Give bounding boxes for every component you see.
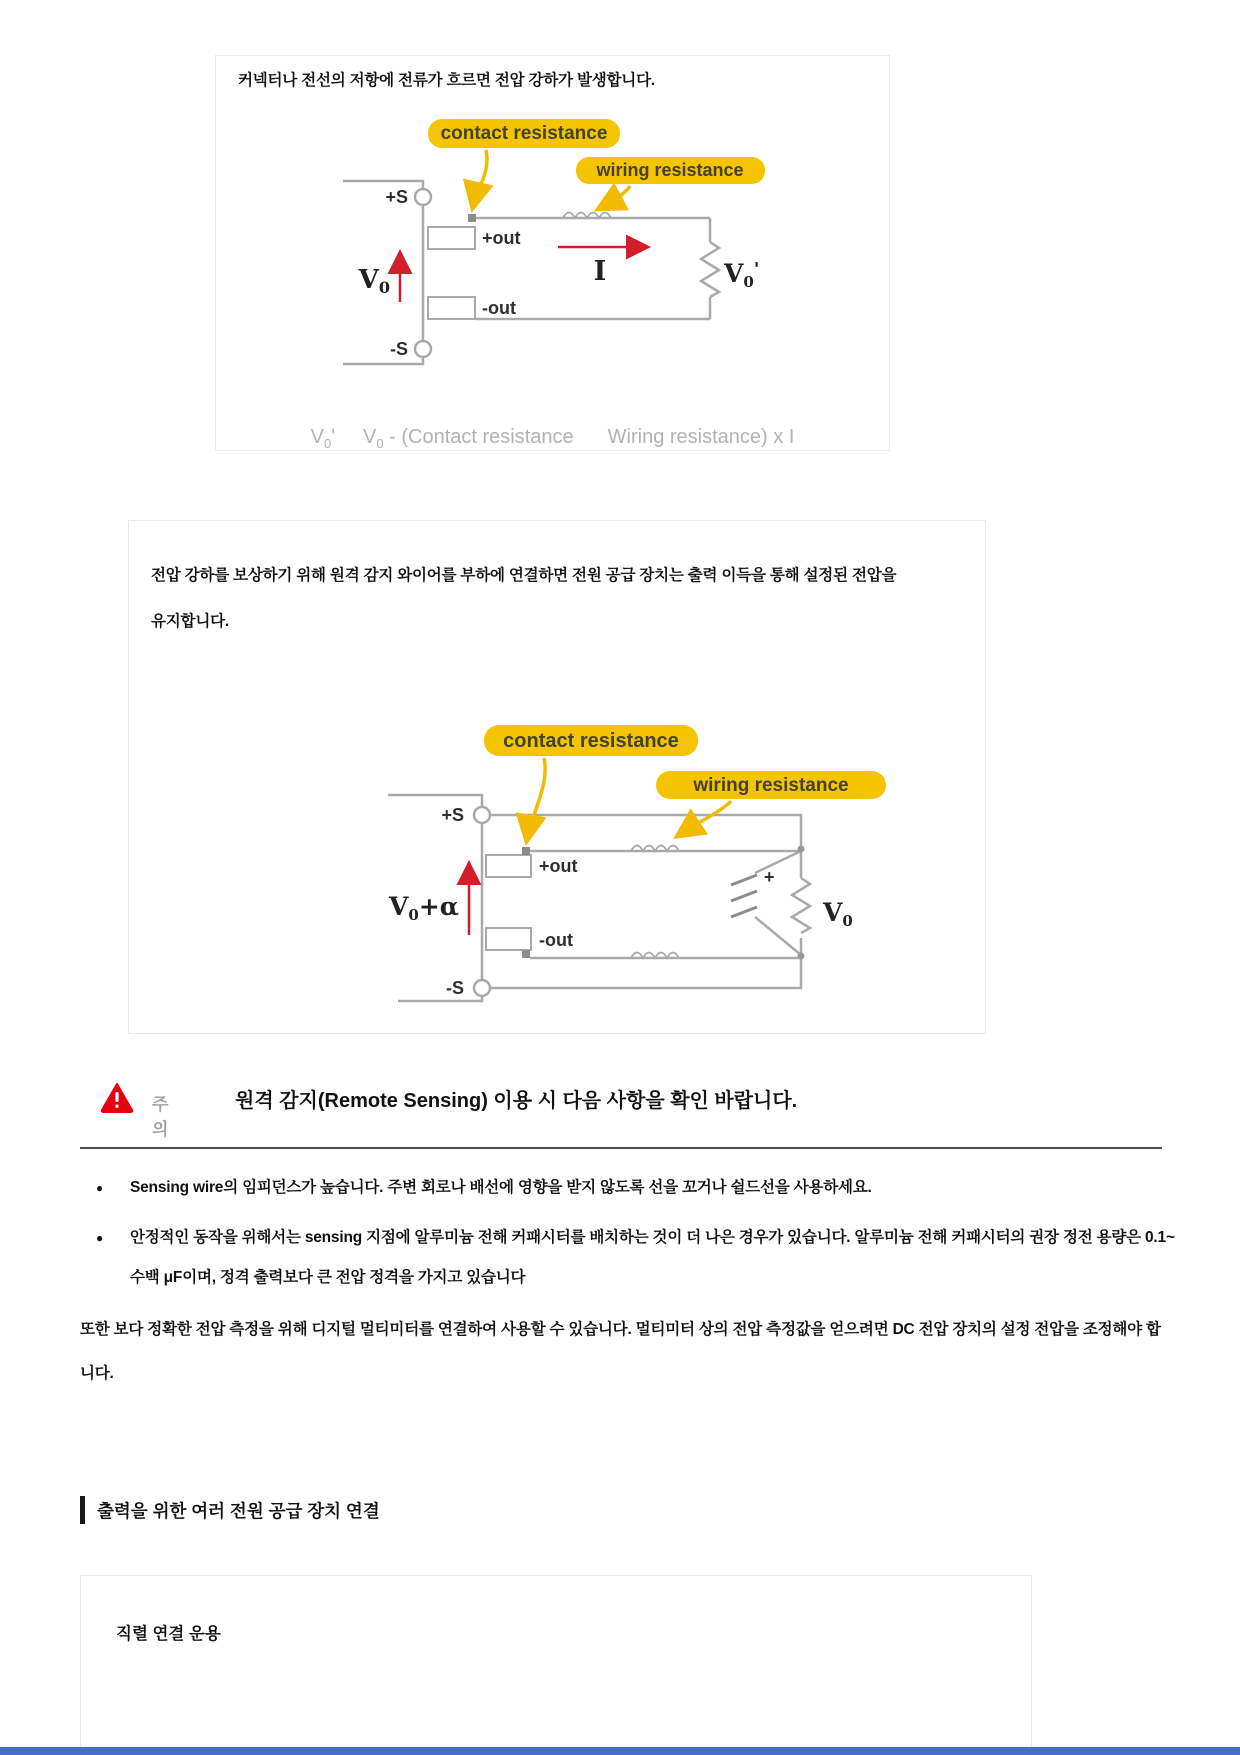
bullet-text: 안정적인 동작을 위해서는 sensing 지점에 알루미늄 전해 커패시터를 배치하는 것이 더 나은 경우가 있습니다. 알루미늄 전해 커패시터의 권장 정전 용량은 0.1~수백 μF이며, 정격 출력보다 큰 전압 정격을 가지고 있습니다: [130, 1229, 1175, 1286]
card-voltage-drop: [215, 55, 890, 451]
diagram-voltage-drop: [228, 102, 873, 402]
contact-point-dot-bottom: [522, 950, 530, 958]
minus-s-label: -S: [390, 339, 408, 359]
card-remote-sensing: [128, 520, 986, 1034]
minus-out-label: -out: [539, 930, 573, 950]
contact-point-dot: [522, 847, 530, 855]
junction-dot-bottom: [798, 953, 805, 960]
bottom-accent-bar: [0, 1747, 1240, 1755]
plus-out-tab: [428, 227, 475, 249]
warning-icon: [100, 1082, 134, 1114]
v0-source-label: V0: [358, 265, 390, 297]
section-heading-multi-supply: [80, 1496, 380, 1524]
minus-sense-terminal: [415, 341, 431, 357]
series-box-title: 직렬 연결 운용: [116, 1625, 221, 1643]
svg-text:wiring resistance: wiring resistance: [596, 160, 744, 180]
bullet-text: Sensing wire의 임피던스가 높습니다. 주변 회로나 배선에 영향을 받지 않도록 선을 꼬거나 쉴드선을 사용하세요.: [130, 1179, 872, 1196]
section-divider: [80, 1147, 1162, 1149]
minus-sense-terminal: [474, 980, 490, 996]
caution-label: 주의: [152, 1095, 169, 1139]
svg-text:wiring resistance: wiring resistance: [693, 775, 849, 796]
compensation-text-line2: 유지합니다.: [151, 613, 229, 630]
minus-out-tab: [486, 928, 531, 950]
compensation-text-line1: 전압 강하를 보상하기 위해 원격 감지 와이어를 부하에 연결하면 전원 공급 장치는 출력 이득을 통해 설정된 전압을: [151, 567, 897, 584]
plus-sense-terminal: [415, 189, 431, 205]
plus-s-label: +S: [441, 805, 464, 825]
heading-accent-bar: [80, 1496, 85, 1524]
load-resistor-icon: [792, 878, 810, 933]
heading-text: 출력을 위한 여러 전원 공급 장치 연결: [97, 1500, 380, 1521]
list-item: [96, 1168, 1176, 1208]
v0-load-label: $V_0$: [823, 898, 853, 930]
contact-point-dot: [468, 214, 476, 222]
voltage-drop-formula: $V_0'$ $V_0$ - (Contact resistance Wiring resistance) x I: [310, 426, 795, 451]
svg-text:contact resistance: contact resistance: [503, 730, 679, 752]
wiring-pointer-arrow: [679, 801, 731, 835]
svg-text:contact resistance: contact resistance: [440, 123, 608, 144]
body-paragraph: 또한 보다 정확한 전압 측정을 위해 디지털 멀티미터를 연결하여 사용할 수 있습니다. 멀티미터 상의 전압 측정값을 얻으려면 DC 전압 장치의 설정 전압을 조정해야 합니다.: [80, 1321, 1161, 1382]
plus-out-label: +out: [482, 228, 521, 248]
wiring-pointer-arrow: [600, 186, 630, 208]
intro-text: 커넥터나 전선의 저항에 전류가 흐르면 전압 강하가 발생합니다.: [238, 72, 655, 89]
circuit-wires: [343, 181, 710, 364]
v0-prime-label: $V_0'$: [724, 259, 760, 291]
load-resistor-icon: [701, 242, 719, 297]
bullet-icon: ●: [96, 1181, 104, 1195]
card-series-connection: [80, 1575, 1032, 1749]
capacitor-plus-label: +: [764, 867, 775, 887]
caution-bullet-list: [96, 1168, 1176, 1308]
minus-out-label: -out: [482, 298, 516, 318]
plus-out-tab: [486, 855, 531, 877]
plus-out-label: +out: [539, 856, 578, 876]
v0-alpha-label: $V_0+\alpha$: [388, 892, 459, 924]
caution-title: 원격 감지(Remote Sensing) 이용 시 다음 사항을 확인 바랍니다.: [235, 1090, 798, 1112]
list-item: [96, 1218, 1176, 1298]
minus-s-label: -S: [446, 978, 464, 998]
diagram-remote-sensing: [331, 703, 891, 1023]
minus-out-tab: [428, 297, 475, 319]
contact-pointer-arrow: [473, 150, 487, 206]
contact-pointer-arrow: [527, 758, 545, 839]
capacitor-icon: [731, 875, 757, 917]
plus-s-label: +S: [385, 187, 408, 207]
current-label: I: [593, 256, 607, 287]
bullet-icon: ●: [96, 1231, 104, 1245]
plus-sense-terminal: [474, 807, 490, 823]
junction-dot-top: [798, 846, 805, 853]
